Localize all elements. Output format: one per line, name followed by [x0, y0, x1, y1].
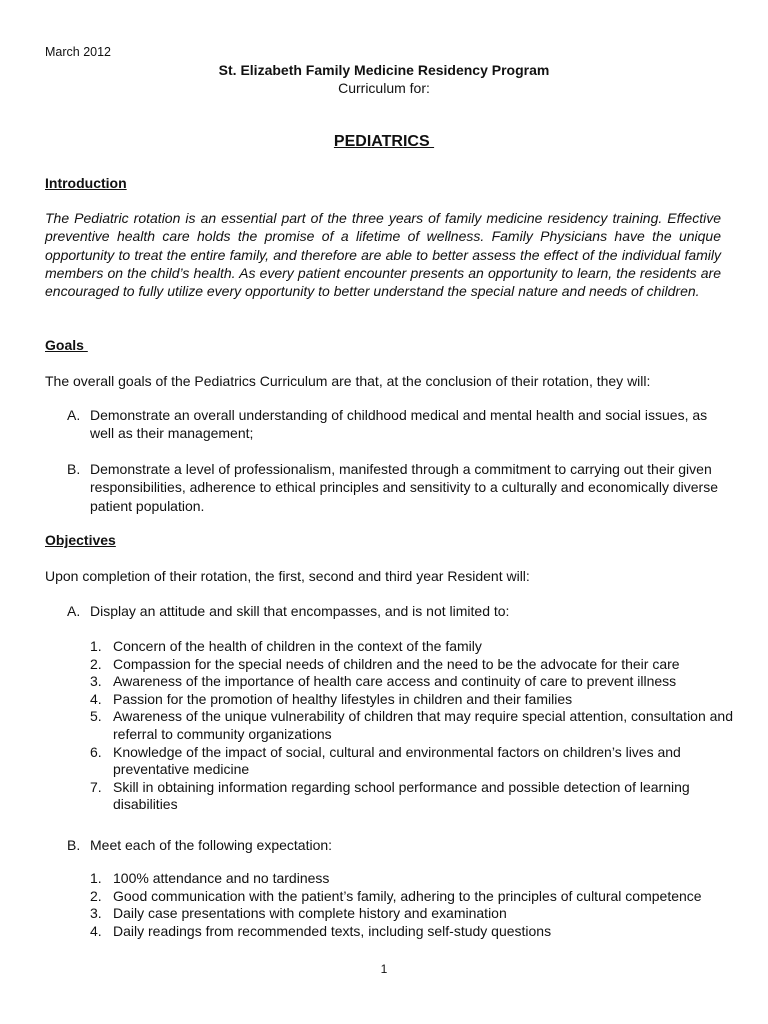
list-item — [90, 691, 740, 709]
page-title: PEDIATRICS — [333, 133, 435, 150]
list-text: Knowledge of the impact of social, cultural and environmental factors on children’s lives and preventative medicine — [113, 743, 681, 778]
objective-b-list — [90, 870, 740, 940]
list-text: 100% attendance and no tardiness — [113, 870, 330, 886]
goal-marker: A. — [67, 407, 81, 423]
list-marker: 4. — [90, 690, 102, 707]
page-number: 1 — [380, 962, 388, 976]
list-marker: 3. — [90, 905, 102, 922]
introduction-text: The Pediatric rotation is an essential part of the three years of family medicine residency training. Effective preventive health care holds the promise of a lifetime of wellness. Family Physicians have the unique opportunity to treat the entire family, and therefore are able to better assess the effect of the individual family members on the child’s health. As every patient encounter presents an opportunity to learn, the residents are encouraged to fully utilize every opportunity to better understand the special nature and needs of children. — [45, 210, 721, 300]
list-marker: 5. — [90, 708, 102, 725]
list-item — [90, 638, 740, 656]
list-item — [90, 708, 740, 743]
list-item — [90, 673, 740, 691]
list-text: Skill in obtaining information regarding school performance and possible detection of learning disabilities — [113, 778, 690, 813]
list-marker: 2. — [90, 655, 102, 672]
goals-lead: The overall goals of the Pediatrics Curriculum are that, at the conclusion of their rotation, they will: — [45, 373, 651, 389]
list-marker: 1. — [90, 638, 102, 654]
introduction-heading: Introduction — [45, 175, 127, 191]
goal-item-a — [67, 406, 727, 443]
list-text: Good communication with the patient’s family, adhering to the principles of cultural competence — [113, 887, 702, 904]
goal-item-b — [67, 460, 727, 515]
list-item — [90, 923, 740, 941]
objective-item-a — [67, 602, 727, 620]
objective-marker: A. — [67, 603, 81, 619]
list-item — [90, 744, 740, 779]
list-marker: 3. — [90, 673, 102, 690]
list-text: Awareness of the unique vulnerability of children that may require special attention, consultation and referral to community organizations — [113, 708, 734, 742]
goal-text: Demonstrate a level of professionalism, manifested through a commitment to carrying out their given responsibilities, adherence to ethical principles and sensitivity to a culturally and economically diverse patient population. — [90, 461, 718, 514]
list-text: Concern of the health of children in the context of the family — [113, 638, 482, 654]
list-item — [90, 656, 740, 674]
objective-text: Meet each of the following expectation: — [90, 837, 333, 853]
objective-marker: B. — [67, 837, 81, 853]
list-text: Daily readings from recommended texts, including self-study questions — [113, 922, 552, 939]
goal-marker: B. — [67, 461, 81, 477]
list-text: Passion for the promotion of healthy lifestyles in children and their families — [113, 690, 573, 707]
list-text: Compassion for the special needs of children and the need to be the advocate for their care — [113, 655, 680, 672]
list-marker: 4. — [90, 922, 102, 939]
list-item — [90, 905, 740, 923]
goal-text: Demonstrate an overall understanding of childhood medical and mental health and social issues, as well as their management; — [90, 407, 708, 442]
list-marker: 2. — [90, 887, 102, 904]
date-line: March 2012 — [45, 45, 112, 59]
list-text: Daily case presentations with complete history and examination — [113, 905, 507, 922]
list-marker: 7. — [90, 778, 102, 795]
list-marker: 1. — [90, 870, 102, 886]
program-title: St. Elizabeth Family Medicine Residency Program — [218, 62, 550, 78]
list-item — [90, 888, 740, 906]
objective-text: Display an attitude and skill that encompasses, and is not limited to: — [90, 603, 510, 619]
objectives-heading: Objectives — [45, 532, 116, 548]
goals-heading: Goals — [45, 337, 88, 353]
objectives-lead: Upon completion of their rotation, the first, second and third year Resident will: — [45, 568, 530, 584]
objective-a-list — [90, 638, 740, 814]
list-marker: 6. — [90, 743, 102, 760]
list-item — [90, 870, 740, 888]
list-item — [90, 779, 740, 814]
list-text: Awareness of the importance of health care access and continuity of care to prevent illness — [113, 673, 677, 690]
curriculum-for-label: Curriculum for: — [338, 80, 430, 96]
objective-item-b — [67, 836, 727, 854]
